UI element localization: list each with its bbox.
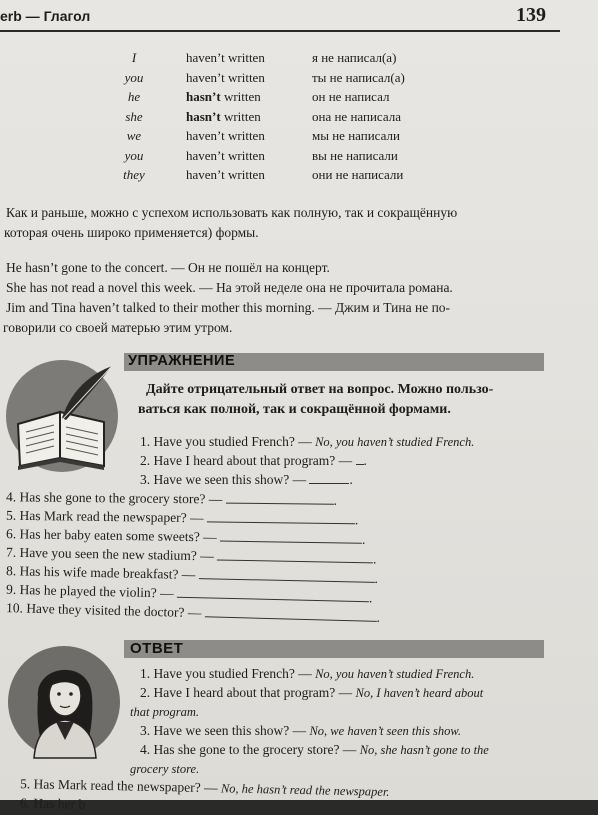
verb-participle: written — [225, 70, 265, 85]
answer-blank[interactable] — [177, 585, 369, 603]
verb-form — [186, 109, 261, 125]
pronoun: you — [100, 70, 168, 86]
item-question: Have you seen the new stadium? — — [19, 545, 213, 564]
translation: вы не написали — [312, 148, 398, 164]
intro-paragraph — [6, 203, 586, 243]
verb-participle: written — [225, 167, 265, 182]
woman-portrait-icon — [4, 640, 124, 760]
example-sentence: She has not read a novel this week. — На этой неделе она не прочитала романа. — [6, 278, 586, 298]
intro-line: которая очень широко применяется) формы. — [4, 223, 586, 243]
item-question: Has she gone to the grocery store? — — [154, 742, 357, 757]
verb-form — [186, 128, 265, 144]
book-quill-icon — [0, 354, 126, 472]
translation: я не написал(а) — [312, 50, 396, 66]
item-number: 2. — [140, 685, 150, 700]
item-tail: . — [364, 453, 367, 468]
item-tail: . — [355, 512, 359, 527]
item-number: 1. — [140, 432, 150, 451]
item-question: Has Mark read the newspaper? — — [33, 776, 217, 795]
verb-participle: written — [225, 50, 265, 65]
verb-form — [186, 148, 265, 164]
verb-participle: written — [225, 128, 265, 143]
pronoun: I — [100, 50, 168, 66]
item-question: Has her b — [33, 796, 85, 812]
item-number: 5. — [20, 776, 30, 791]
answer-item — [140, 740, 489, 760]
pronoun: he — [100, 89, 168, 105]
verb-form — [186, 50, 265, 66]
item-number: 6. — [20, 795, 30, 810]
header-rule — [0, 30, 560, 32]
item-question: Have you studied French? — — [154, 434, 312, 449]
verb-aux: hasn’t — [186, 109, 221, 124]
answer-blank[interactable] — [205, 604, 377, 621]
translation: они не написали — [312, 167, 403, 183]
item-tail: . — [334, 493, 338, 508]
exercise-item — [140, 432, 474, 451]
pronoun: we — [100, 128, 168, 144]
verb-aux: haven’t — [186, 50, 225, 65]
item-tail: . — [362, 532, 366, 547]
item-number: 4. — [140, 742, 150, 757]
item-number: 5. — [6, 506, 16, 525]
item-number: 3. — [140, 723, 150, 738]
item-answer: No, we haven’t seen this show. — [309, 724, 461, 738]
item-question: Have we seen this show? — — [154, 723, 307, 738]
item-answer: No, he hasn’t read the newspaper. — [221, 781, 390, 799]
answer-title: ОТВЕТ — [130, 640, 183, 657]
pronoun: she — [100, 109, 168, 125]
item-question: Have they visited the doctor? — — [26, 601, 201, 621]
answer-item — [20, 793, 86, 814]
item-number: 10. — [6, 598, 23, 617]
answer-item — [140, 683, 483, 703]
verb-form — [186, 167, 265, 183]
verb-participle: written — [221, 89, 261, 104]
verb-form — [186, 89, 261, 105]
item-sample-answer: No, you haven’t studied French. — [315, 435, 474, 449]
verb-aux: haven’t — [186, 128, 225, 143]
answer-blank[interactable] — [207, 509, 355, 524]
instruction-line: ваться как полной, так и сокращённой формами. — [138, 400, 541, 420]
item-tail: . — [369, 590, 373, 605]
answer-blank[interactable] — [199, 566, 375, 583]
translation: он не написал — [312, 89, 389, 105]
example-sentence: He hasn’t gone to the concert. — Он не пошёл на концерт. — [6, 258, 586, 278]
translation: она не написала — [312, 109, 401, 125]
answer-continuation — [130, 702, 199, 722]
item-question: Has her baby eaten some sweets? — — [19, 526, 216, 544]
exercise-title: УПРАЖНЕНИЕ — [128, 353, 235, 369]
answer-blank[interactable] — [217, 547, 373, 563]
verb-aux: haven’t — [186, 70, 225, 85]
verb-aux: hasn’t — [186, 89, 221, 104]
translation: мы не написали — [312, 128, 400, 144]
verb-participle: written — [225, 148, 265, 163]
pronoun: they — [100, 167, 168, 183]
item-tail: . — [373, 551, 377, 566]
item-number: 1. — [140, 666, 150, 681]
item-number: 4. — [6, 487, 16, 506]
item-number: 7. — [6, 543, 16, 562]
item-question: Have I heard about that program? — — [154, 685, 353, 700]
item-tail: . — [349, 472, 352, 487]
item-number: 2. — [140, 451, 150, 470]
verb-participle: written — [221, 109, 261, 124]
running-head: erb — Глагол — [0, 8, 90, 24]
page-number: 139 — [516, 4, 546, 27]
instruction-line: Дайте отрицательный ответ на вопрос. Можно пользо- — [146, 380, 541, 400]
item-question: Has he played the violin? — — [19, 582, 173, 601]
item-answer-cont: that program. — [130, 705, 199, 719]
exercise-item — [140, 451, 367, 470]
item-answer: No, I haven’t heard about — [356, 686, 484, 700]
item-tail: . — [374, 571, 378, 586]
example-sentence: говорили со своей матерью этим утром. — [3, 318, 586, 338]
page-header — [0, 2, 598, 30]
item-number: 8. — [6, 561, 17, 580]
item-question: Has Mark read the newspaper? — — [19, 508, 203, 525]
item-tail: . — [376, 610, 380, 625]
exercise-title-bar — [124, 353, 544, 371]
answer-blank[interactable] — [220, 529, 362, 544]
translation: ты не написал(а) — [312, 70, 405, 86]
intro-line: Как и раньше, можно с успехом использовать как полную, так и сокращённую — [6, 203, 586, 223]
verb-aux: haven’t — [186, 167, 225, 182]
answer-title-bar — [124, 640, 544, 658]
example-sentence: Jim and Tina haven’t talked to their mother this morning. — Джим и Тина не по- — [6, 298, 586, 318]
item-question: Have we seen this show? — — [154, 472, 307, 487]
item-number: 9. — [6, 580, 17, 599]
item-question: Has his wife made breakfast? — — [19, 563, 195, 582]
item-answer: No, she hasn’t gone to the — [360, 743, 489, 757]
item-number: 3. — [140, 470, 150, 489]
item-question: Have I heard about that program? — — [154, 453, 353, 468]
exercise-instruction — [146, 380, 541, 420]
answer-item — [140, 664, 474, 684]
examples-block — [6, 258, 586, 338]
pronoun: you — [100, 148, 168, 164]
item-answer: No, you haven’t studied French. — [315, 667, 474, 681]
answer-blank[interactable] — [309, 471, 349, 484]
answer-blank[interactable] — [356, 452, 364, 465]
answer-blank[interactable] — [226, 491, 334, 505]
item-number: 6. — [6, 524, 16, 543]
verb-aux: haven’t — [186, 148, 225, 163]
item-question: Has she gone to the grocery store? — — [19, 489, 222, 506]
exercise-item — [140, 470, 353, 489]
verb-form — [186, 70, 265, 86]
item-answer-cont: grocery store. — [130, 762, 199, 776]
answer-item — [140, 721, 461, 741]
item-question: Have you studied French? — — [154, 666, 312, 681]
